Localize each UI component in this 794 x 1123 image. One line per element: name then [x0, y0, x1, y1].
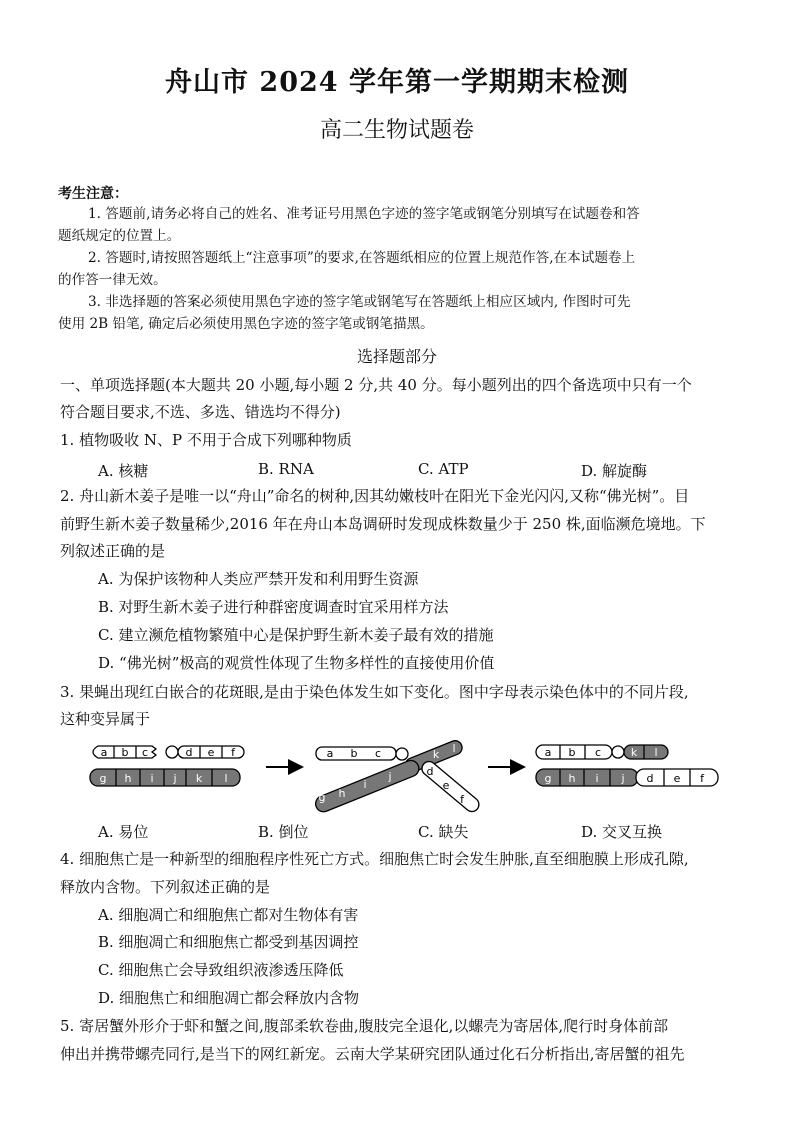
segment-label: h [124, 772, 132, 785]
option-d: D. 解旋酶 [581, 462, 648, 480]
question-4-stem: 4. 细胞焦亡是一种新型的细胞程序性死亡方式。细胞焦亡时会发生肿胀,直至细胞膜上形成孔隙, [60, 850, 689, 868]
segment-label: c [594, 746, 602, 759]
option-a: A. 细胞凋亡和细胞焦亡都对生物体有害 [98, 906, 359, 924]
segment-label: l [452, 742, 456, 755]
section-title: 选择题部分 [356, 347, 437, 366]
notice-line: 1. 答题前,请务必将自己的姓名、准考证号用黑色字迹的签字笔或钢笔分别填写在试题卷和答 [88, 206, 640, 222]
notice-line: 的作答一律无效。 [58, 272, 167, 288]
segment-label: i [595, 772, 599, 785]
option-c: C. 建立濒危植物繁殖中心是保护野生新木姜子最有效的措施 [98, 626, 494, 644]
part-instruction: 符合题目要求,不选、多选、错选均不得分) [60, 403, 341, 421]
exam-subtitle: 高二生物试题卷 [319, 118, 474, 143]
question-5-stem: 伸出并携带螺壳同行,是当下的网红新宠。云南大学某研究团队通过化石分析指出,寄居蟹的祖先 [60, 1045, 685, 1063]
segment-label: k [195, 772, 203, 785]
option-c: C. 细胞焦亡会导致组织液渗透压降低 [98, 961, 344, 979]
question-3-options [98, 821, 748, 842]
question-1-stem: 1. 植物吸收 N、P 不用于合成下列哪种物质 [60, 431, 352, 449]
segment-label: a [326, 747, 334, 760]
segment-label: b [121, 746, 129, 759]
notice-line: 使用 2B 铅笔, 确定后必须使用黑色字迹的签字笔或钢笔描黑。 [58, 316, 434, 332]
notice-line: 3. 非选择题的答案必须使用黑色字迹的签字笔或钢笔写在答题纸上相应区域内, 作图时可先 [88, 294, 631, 310]
question-3-stem: 这种变异属于 [60, 710, 151, 728]
segment-label: g [99, 772, 107, 785]
exam-title: 舟山市 2024 学年第一学期期末检测 [165, 67, 629, 98]
segment-label: f [700, 772, 704, 785]
option-c: C. 缺失 [418, 823, 469, 841]
segment-label: d [426, 765, 434, 778]
segment-label: e [442, 779, 450, 792]
question-1-options [98, 460, 748, 481]
question-2-stem: 列叙述正确的是 [60, 542, 166, 560]
segment-label: l [224, 772, 228, 785]
question-2-stem: 前野生新木姜子数量稀少,2016 年在舟山本岛调研时发现成株数量少于 250 株,面临濒危境地。下 [60, 515, 706, 533]
question-2-stem: 2. 舟山新木姜子是唯一以“舟山”命名的树种,因其幼嫩枝叶在阳光下金光闪闪,又称“佛光树”。目 [60, 487, 690, 505]
question-3-stem: 3. 果蝇出现红白嵌合的花斑眼,是由于染色体发生如下变化。图中字母表示染色体中的不同片段, [60, 683, 689, 701]
option-b: B. 细胞凋亡和细胞焦亡都受到基因调控 [98, 933, 359, 951]
notice-line: 题纸规定的位置上。 [58, 228, 181, 244]
question-4-stem: 释放内含物。下列叙述正确的是 [60, 878, 271, 896]
notice-heading: 考生注意： [58, 186, 128, 202]
segment-label: k [630, 746, 638, 759]
segment-label: j [388, 770, 392, 783]
chromosome-original [90, 746, 244, 786]
option-a: A. 核糖 [98, 462, 149, 480]
segment-label: f [231, 746, 235, 759]
part-instruction: 一、单项选择题(本大题共 20 小题,每小题 2 分,共 40 分。每小题列出的四个备选项中只有一个 [60, 376, 692, 394]
segment-label: a [100, 746, 108, 759]
segment-label: c [141, 746, 149, 759]
segment-label: d [646, 772, 654, 785]
option-d: D. “佛光树”极高的观赏性体现了生物多样性的直接使用价值 [98, 654, 495, 672]
segment-label: f [460, 793, 464, 806]
segment-label: b [350, 747, 358, 760]
chromosome-crossing [313, 739, 482, 815]
segment-label: h [338, 787, 346, 800]
question-5-stem: 5. 寄居蟹外形介于虾和蟹之间,腹部柔软卷曲,腹肢完全退化,以螺壳为寄居体,爬行时身体前部 [60, 1017, 669, 1035]
option-a: A. 为保护该物种人类应严禁开发和利用野生资源 [98, 570, 419, 588]
segment-label: c [374, 747, 382, 760]
option-b: B. RNA [258, 460, 314, 478]
segment-label: h [568, 772, 576, 785]
segment-label: e [673, 772, 681, 785]
segment-label: k [432, 748, 440, 761]
notice-line: 2. 答题时,请按照答题纸上“注意事项”的要求,在答题纸相应的位置上规范作答,在本试题卷上 [88, 250, 636, 266]
segment-label: i [363, 778, 367, 791]
option-b: B. 对野生新木姜子进行种群密度调查时宜采用样方法 [98, 598, 449, 616]
option-d: D. 交叉互换 [581, 823, 663, 841]
segment-label: a [544, 746, 552, 759]
segment-label: l [654, 746, 658, 759]
segment-label: e [207, 746, 215, 759]
notice-block [58, 203, 748, 335]
chromosome-result [536, 745, 718, 786]
segment-label: j [621, 772, 625, 785]
segment-label: b [568, 746, 576, 759]
option-a: A. 易位 [98, 823, 149, 841]
segment-label: g [544, 772, 552, 785]
option-d: D. 细胞焦亡和细胞凋亡都会释放内含物 [98, 989, 360, 1007]
option-b: B. 倒位 [258, 823, 309, 841]
chromosome-diagram [80, 737, 740, 815]
segment-label: d [185, 746, 193, 759]
segment-label: j [173, 772, 177, 785]
segment-label: i [150, 772, 154, 785]
option-c: C. ATP [418, 460, 469, 478]
segment-label: g [318, 791, 326, 804]
